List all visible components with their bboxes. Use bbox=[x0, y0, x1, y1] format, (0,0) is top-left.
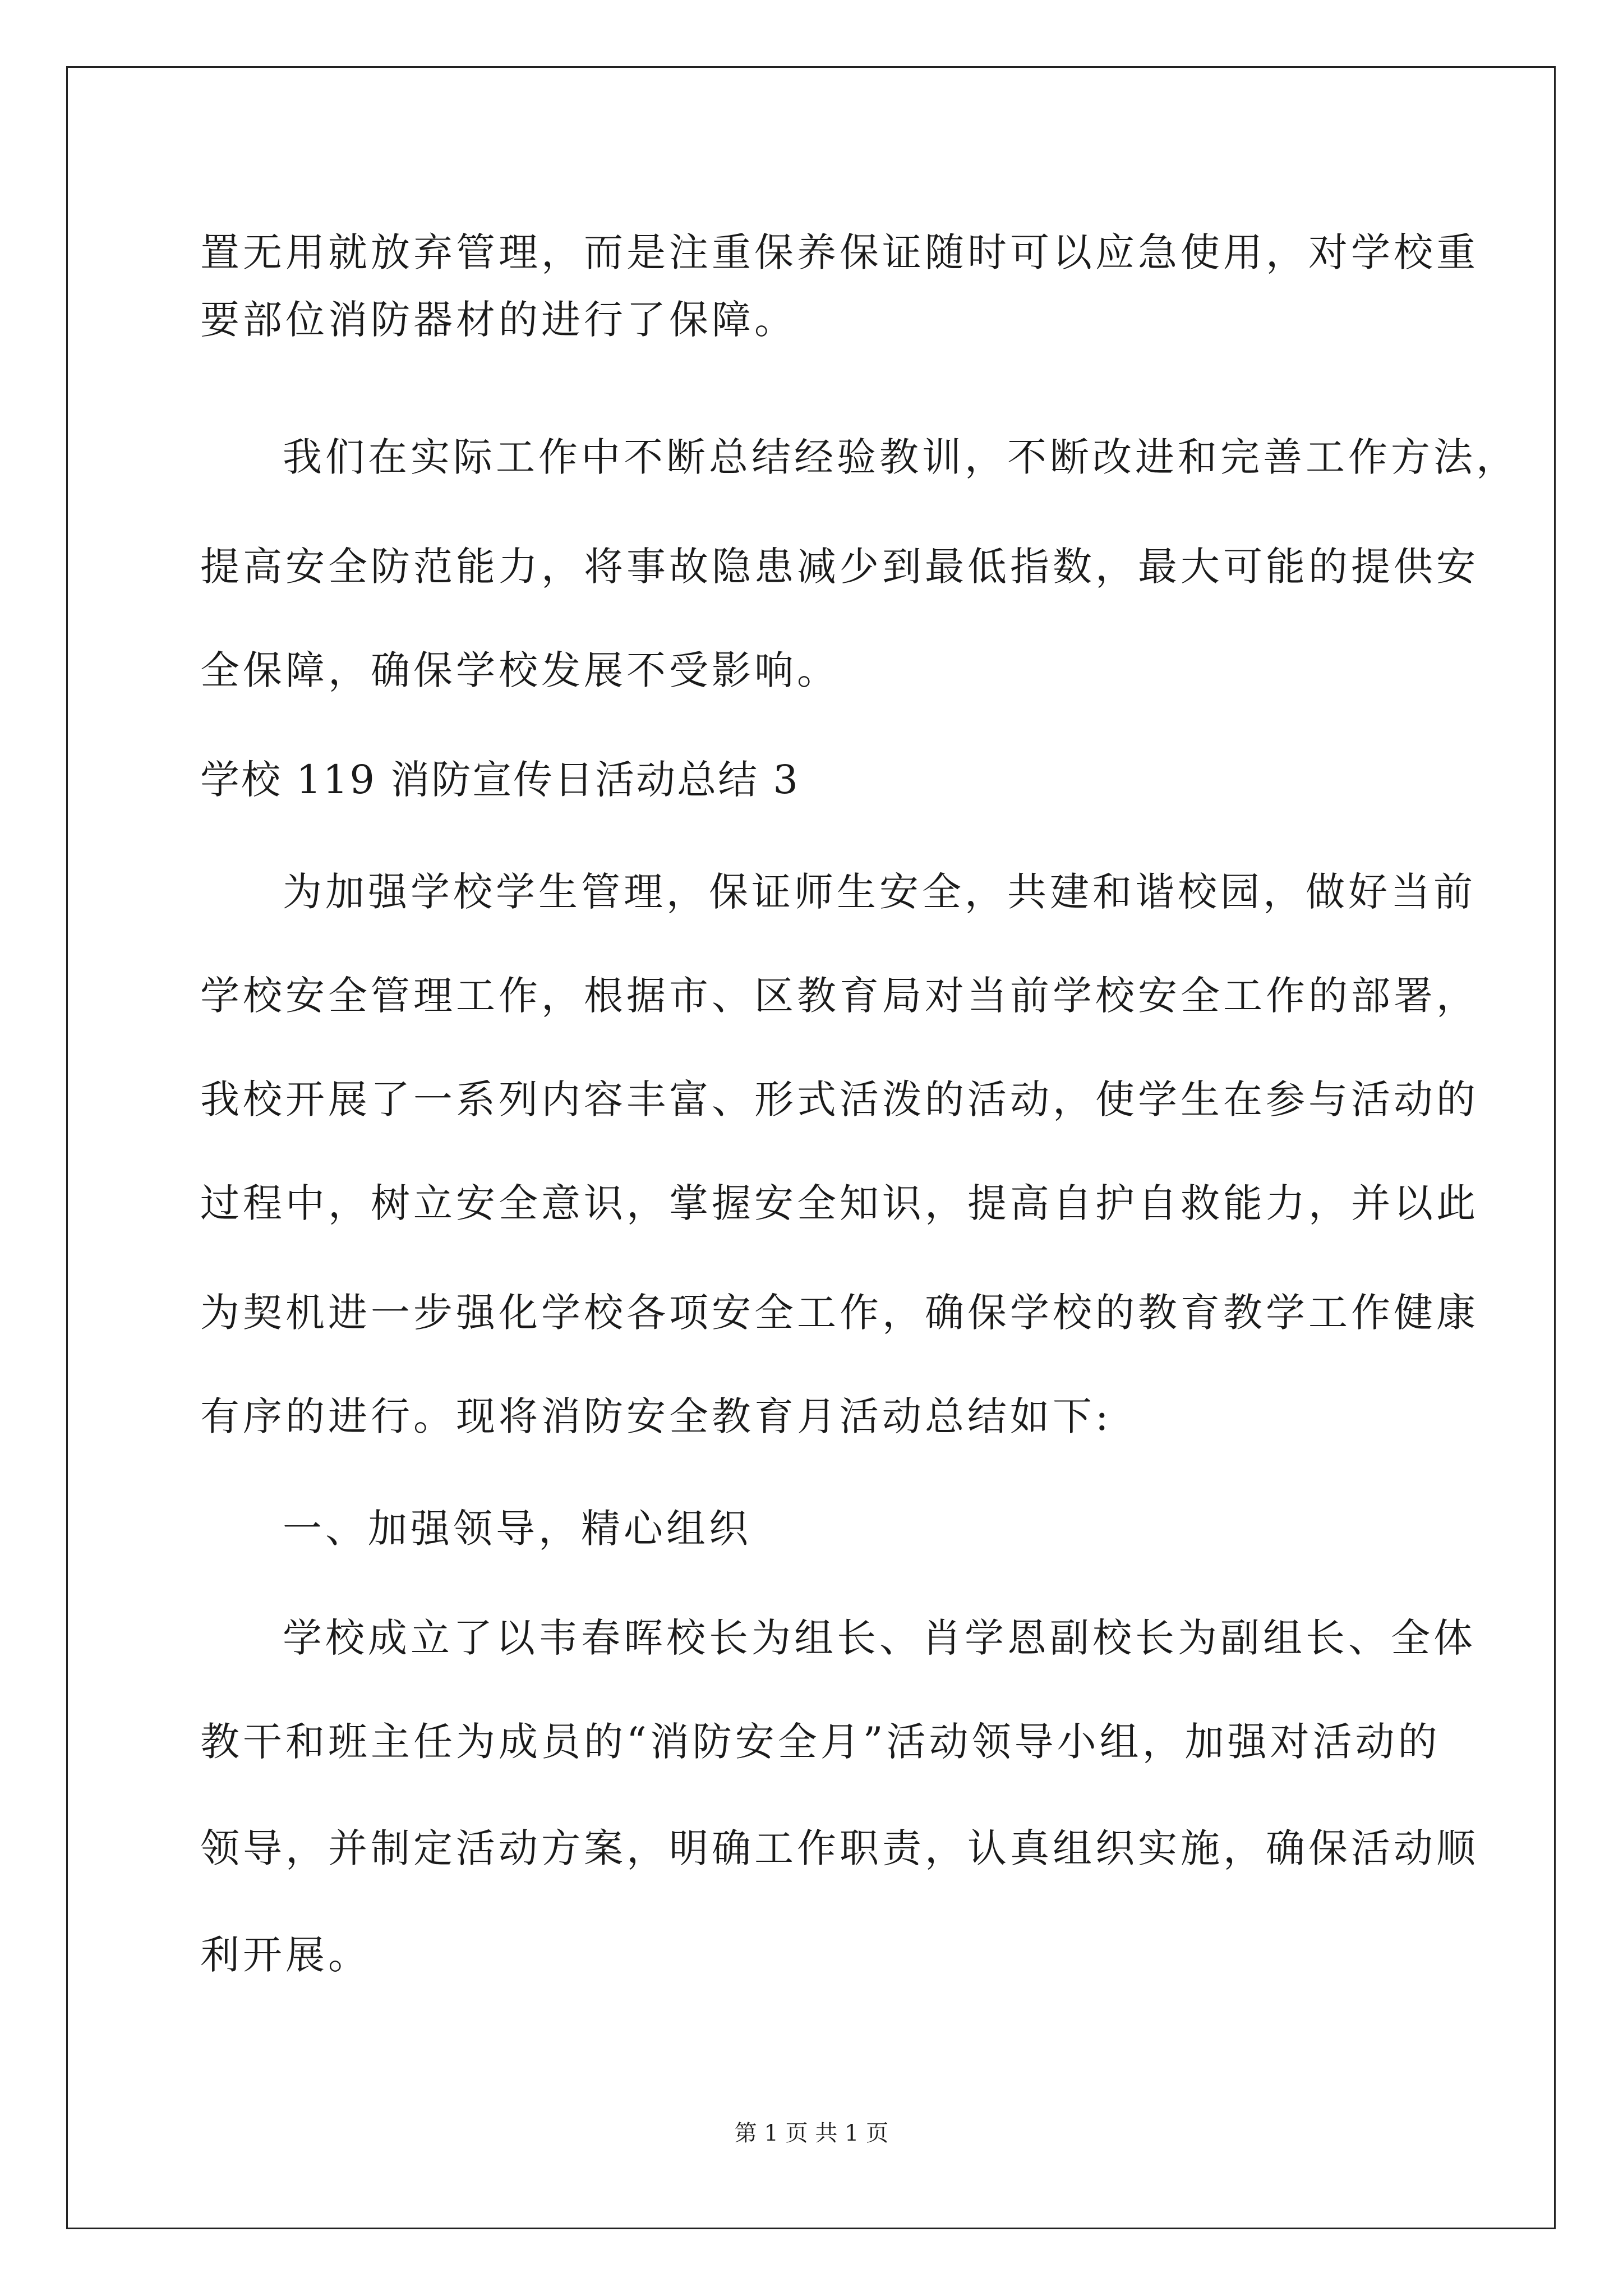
text-line: 置无用就放弃管理，而是注重保养保证随时可以应急使用，对学校重 bbox=[200, 229, 1479, 275]
text-line: 要部位消防器材的进行了保障。 bbox=[200, 297, 797, 343]
text-line: 我校开展了一系列内容丰富、形式活泼的活动，使学生在参与活动的 bbox=[200, 1076, 1479, 1122]
text-line: 教干和班主任为成员的“消防安全月”活动领导小组，加强对活动的 bbox=[200, 1719, 1441, 1765]
text-line: 领导，并制定活动方案，明确工作职责，认真组织实施，确保活动顺 bbox=[200, 1825, 1479, 1871]
text-line: 利开展。 bbox=[200, 1932, 371, 1978]
text-line: 全保障，确保学校发展不受影响。 bbox=[200, 647, 840, 693]
text-line: 过程中，树立安全意识，掌握安全知识，提高自护自救能力，并以此 bbox=[200, 1180, 1479, 1226]
text-line: 我们在实际工作中不断总结经验教训，不断改进和完善工作方法， bbox=[283, 434, 1519, 480]
text-line: 为契机进一步强化学校各项安全工作，确保学校的教育教学工作健康 bbox=[200, 1290, 1479, 1336]
text-line: 为加强学校学生管理，保证师生安全，共建和谐校园，做好当前 bbox=[283, 869, 1476, 915]
text-line: 学校安全管理工作，根据市、区教育局对当前学校安全工作的部署， bbox=[200, 973, 1479, 1019]
subheading: 一、加强领导，精心组织 bbox=[283, 1506, 751, 1552]
section-heading: 学校 119 消防宣传日活动总结 3 bbox=[200, 757, 800, 803]
text-line: 学校成立了以韦春晖校长为组长、肖学恩副校长为副组长、全体 bbox=[283, 1615, 1476, 1661]
page-border bbox=[66, 66, 1556, 2229]
page-footer: 第 1 页 共 1 页 bbox=[734, 2120, 889, 2146]
text-line: 提高安全防范能力，将事故隐患减少到最低指数，最大可能的提供安 bbox=[200, 544, 1479, 590]
text-line: 有序的进行。现将消防安全教育月活动总结如下: bbox=[200, 1393, 1112, 1439]
